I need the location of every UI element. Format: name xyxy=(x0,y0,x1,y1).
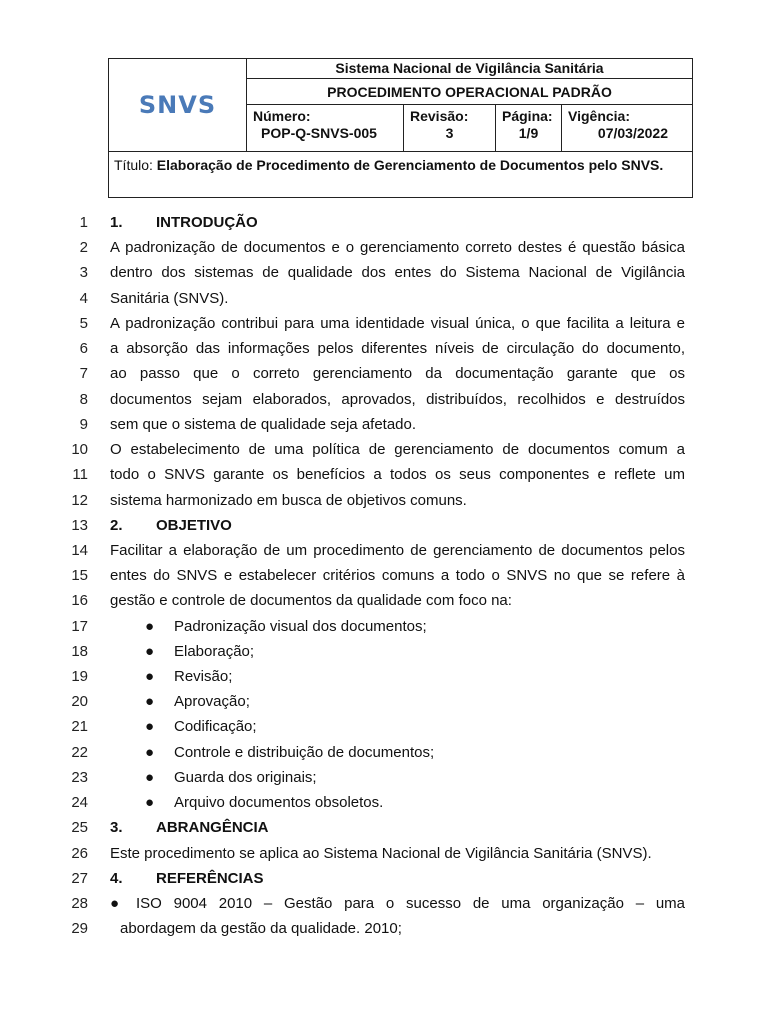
numero-value: POP-Q-SNVS-005 xyxy=(261,125,377,141)
body-text: dentro dos sistemas de qualidade dos entes do Sistema Nacional de Vigilância xyxy=(110,264,685,281)
line-25 xyxy=(0,815,768,840)
body-text: todo o SNVS garante os benefícios a todos os seus componentes e reflete um xyxy=(110,466,685,483)
pagina-value: 1/9 xyxy=(518,125,539,141)
line-number: 4 xyxy=(79,290,88,307)
line-21 xyxy=(0,714,768,739)
system-name: Sistema Nacional de Vigilância Sanitária xyxy=(247,59,692,79)
section-title-objetivo: OBJETIVO xyxy=(156,517,232,534)
line-number: 16 xyxy=(71,592,88,609)
section-title-referencias: REFERÊNCIAS xyxy=(156,870,264,887)
line-20 xyxy=(0,689,768,714)
document-header-table xyxy=(108,58,693,198)
body-text: entes do SNVS e estabelecer critérios comuns a todo o SNVS no que se refere à xyxy=(110,567,685,584)
list-item: Elaboração; xyxy=(174,643,255,660)
line-17 xyxy=(0,614,768,639)
titulo-label: Título xyxy=(114,157,150,173)
line-number: 25 xyxy=(71,819,88,836)
line-number: 7 xyxy=(79,365,88,382)
bullet-icon: ● xyxy=(145,693,155,710)
line-16 xyxy=(0,588,768,613)
section-number: 4. xyxy=(110,870,123,887)
body-text: sistema harmonizado em busca de objetivos comuns. xyxy=(110,492,467,509)
vigencia-cell xyxy=(562,105,692,151)
titulo-value: Elaboração de Procedimento de Gerenciamento de Documentos pelo SNVS. xyxy=(156,157,664,173)
bullet-icon: ● xyxy=(145,769,155,786)
line-29 xyxy=(0,916,768,941)
line-number: 14 xyxy=(71,542,88,559)
line-6 xyxy=(0,336,768,361)
line-number: 12 xyxy=(71,492,88,509)
body-text: Este procedimento se aplica ao Sistema Nacional de Vigilância Sanitária (SNVS). xyxy=(110,845,652,862)
section-number: 1. xyxy=(110,214,123,231)
bullet-icon: ● xyxy=(145,643,155,660)
line-number: 27 xyxy=(71,870,88,887)
line-22 xyxy=(0,740,768,765)
line-number: 1 xyxy=(79,214,88,231)
revisao-label: Revisão: xyxy=(410,108,469,124)
revisao-cell xyxy=(404,105,496,151)
body-text: sem que o sistema de qualidade seja afetado. xyxy=(110,416,417,433)
line-number: 8 xyxy=(79,391,88,408)
line-number: 17 xyxy=(71,618,88,635)
body-text: a absorção das informações pelos diferentes níveis de circulação do documento, xyxy=(110,340,685,357)
line-10 xyxy=(0,437,768,462)
line-15 xyxy=(0,563,768,588)
vigencia-label: Vigência: xyxy=(568,108,630,124)
body-text: A padronização de documentos e o gerenciamento correto destes é questão básica xyxy=(110,239,685,256)
bullet-icon: ● xyxy=(145,794,155,811)
line-number: 23 xyxy=(71,769,88,786)
line-5 xyxy=(0,311,768,336)
line-8 xyxy=(0,387,768,412)
list-item: Revisão; xyxy=(174,668,233,685)
doc-type: PROCEDIMENTO OPERACIONAL PADRÃO xyxy=(247,79,692,105)
body-text: documentos sejam elaborados, aprovados, distribuídos, recolhidos e destruídos xyxy=(110,391,685,408)
list-item: Aprovação; xyxy=(174,693,250,710)
doc-meta-row xyxy=(247,105,692,151)
bullet-icon: ● xyxy=(145,718,155,735)
line-number: 2 xyxy=(79,239,88,256)
body-text: Facilitar a elaboração de um procedimento de gerenciamento de documentos pelos xyxy=(110,542,685,559)
reference-item: ISO 9004 2010 – Gestão para o sucesso de uma organização – uma xyxy=(136,895,685,912)
line-18 xyxy=(0,639,768,664)
pagina-cell xyxy=(496,105,562,151)
body-text: O estabelecimento de uma política de gerenciamento de documentos comum a xyxy=(110,441,685,458)
line-24 xyxy=(0,790,768,815)
line-9 xyxy=(0,412,768,437)
line-14 xyxy=(0,538,768,563)
revisao-value: 3 xyxy=(445,125,454,141)
body-text: Sanitária (SNVS). xyxy=(110,290,229,307)
list-item: Arquivo documentos obsoletos. xyxy=(174,794,384,811)
line-3 xyxy=(0,260,768,285)
section-title-introducao: INTRODUÇÃO xyxy=(156,214,258,231)
line-23 xyxy=(0,765,768,790)
line-number: 28 xyxy=(71,895,88,912)
list-item: Guarda dos originais; xyxy=(174,769,317,786)
line-27 xyxy=(0,866,768,891)
line-number: 5 xyxy=(79,315,88,332)
body-text: A padronização contribui para uma identidade visual única, o que facilita a leitura e xyxy=(110,315,685,332)
line-number: 20 xyxy=(71,693,88,710)
line-2 xyxy=(0,235,768,260)
bullet-icon: ● xyxy=(145,668,155,685)
body-text: ao passo que o correto gerenciamento da documentação garante que os xyxy=(110,365,685,382)
numero-cell xyxy=(247,105,404,151)
line-number: 15 xyxy=(71,567,88,584)
line-number: 9 xyxy=(79,416,88,433)
list-item: Codificação; xyxy=(174,718,257,735)
snvs-logo: SNVS xyxy=(138,91,217,119)
numero-label: Número: xyxy=(253,108,311,124)
bullet-icon: ● xyxy=(145,618,155,635)
line-1 xyxy=(0,210,768,235)
pagina-label: Página: xyxy=(502,108,553,124)
line-28 xyxy=(0,891,768,916)
section-title-abrangencia: ABRANGÊNCIA xyxy=(156,819,269,836)
line-number: 21 xyxy=(71,718,88,735)
list-item: Controle e distribuição de documentos; xyxy=(174,744,435,761)
document-title-row: Título: Elaboração de Procedimento de Gerenciamento de Documentos pelo SNVS. xyxy=(109,151,692,199)
line-12 xyxy=(0,488,768,513)
line-number: 29 xyxy=(71,920,88,937)
line-11 xyxy=(0,462,768,487)
line-number: 18 xyxy=(71,643,88,660)
line-number: 26 xyxy=(71,845,88,862)
reference-item-continuation: abordagem da gestão da qualidade. 2010; xyxy=(120,920,402,937)
line-number: 11 xyxy=(72,466,88,483)
line-number: 22 xyxy=(71,744,88,761)
body-text: gestão e controle de documentos da qualidade com foco na: xyxy=(110,592,512,609)
list-item: Padronização visual dos documentos; xyxy=(174,618,427,635)
vigencia-value: 07/03/2022 xyxy=(597,125,668,141)
line-19 xyxy=(0,664,768,689)
line-number: 13 xyxy=(71,517,88,534)
line-number: 10 xyxy=(71,441,88,458)
line-number: 24 xyxy=(71,794,88,811)
line-4 xyxy=(0,286,768,311)
line-26 xyxy=(0,841,768,866)
bullet-icon: ● xyxy=(145,744,155,761)
line-13 xyxy=(0,513,768,538)
line-7 xyxy=(0,361,768,386)
bullet-icon: ● xyxy=(110,895,120,912)
section-number: 3. xyxy=(110,819,123,836)
section-number: 2. xyxy=(110,517,123,534)
line-number: 6 xyxy=(79,340,88,357)
line-number: 3 xyxy=(79,264,88,281)
logo-cell xyxy=(109,59,247,151)
line-number: 19 xyxy=(71,668,88,685)
